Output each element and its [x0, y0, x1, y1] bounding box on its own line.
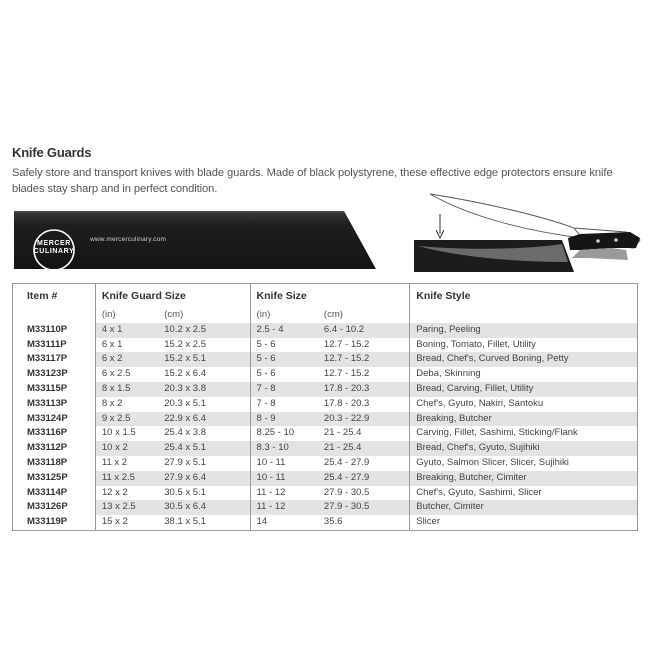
- cell-guard-in: 9 x 2.5: [95, 412, 158, 427]
- cell-knife-in: 7 - 8: [250, 397, 318, 412]
- cell-knife-cm: 27.9 - 30.5: [323, 486, 370, 498]
- cell-guard-in: 6 x 2.5: [95, 367, 158, 382]
- cell-knife-cm: 20.3 - 22.9: [318, 412, 410, 427]
- cell-guard-cm: 27.9 x 5.1: [164, 456, 206, 468]
- cell-knife-style: Boning, Tomato, Fillet, Utility: [410, 338, 638, 353]
- cell-knife-style: Deba, Skinning: [410, 367, 638, 382]
- unit-label: (in): [95, 308, 158, 323]
- cell-knife-style: Bread, Chef's, Curved Boning, Petty: [410, 352, 638, 367]
- cell-knife-style: Breaking, Butcher: [410, 412, 638, 427]
- table-row: [13, 456, 638, 471]
- cell-knife-in: 2.5 - 4: [250, 323, 318, 338]
- knife-illustration: [412, 188, 642, 281]
- cell-guard-cm: 15.2 x 5.1: [158, 352, 250, 367]
- col-header-knife-style: Knife Style: [410, 284, 638, 309]
- cell-guard-in: 6 x 2: [95, 352, 158, 367]
- units-row: [13, 308, 638, 323]
- cell-guard-in: 11 x 2.5: [95, 471, 158, 486]
- cell-guard-in: 12 x 2: [95, 486, 158, 501]
- cell-knife-style: Bread, Carving, Fillet, Utility: [410, 382, 638, 397]
- cell-knife-in: 7 - 8: [250, 382, 318, 397]
- cell-guard-cm: 30.5 x 6.4: [158, 500, 250, 515]
- cell-knife-cm: 12.7 - 15.2: [323, 368, 370, 380]
- table-row: [13, 486, 638, 501]
- col-header-knife-size: Knife Size: [250, 284, 410, 309]
- cell-knife-in: 8.25 - 10: [250, 426, 318, 441]
- cell-guard-in: 6 x 1: [95, 338, 158, 353]
- description-text: Safely store and transport knives with blade guards. Made of black polystyrene, these effective edge protectors ensure knife blades stay sharp and in perfect condition.: [12, 167, 613, 195]
- logo-line1: MERCER: [37, 240, 71, 247]
- cell-item-number: M33112P: [27, 442, 68, 454]
- cell-knife-style: Butcher, Cimiter: [410, 500, 638, 515]
- col-header-item: Item #: [27, 290, 58, 302]
- table-row: [13, 352, 638, 367]
- cell-knife-style: Gyuto, Salmon Slicer, Slicer, Sujihiki: [410, 456, 638, 471]
- cell-guard-in: 8 x 2: [95, 397, 158, 412]
- table-row: [13, 412, 638, 427]
- cell-knife-in: 14: [250, 515, 318, 530]
- cell-item-number: M33116P: [27, 427, 68, 439]
- cell-knife-style: Chef's, Gyuto, Nakiri, Santoku: [410, 397, 638, 412]
- cell-guard-in: 8 x 1.5: [95, 382, 158, 397]
- cell-knife-in: 11 - 12: [250, 500, 318, 515]
- cell-guard-cm: 20.3 x 5.1: [164, 397, 206, 409]
- cell-guard-cm: 30.5 x 5.1: [164, 486, 206, 498]
- table-row: [13, 441, 638, 456]
- cell-knife-cm: 12.7 - 15.2: [323, 338, 370, 350]
- cell-knife-cm: 12.7 - 15.2: [318, 352, 410, 367]
- cell-guard-cm: 15.2 x 6.4: [164, 368, 206, 380]
- cell-item-number: M33111P: [27, 338, 67, 350]
- cell-guard-cm: 38.1 x 5.1: [164, 516, 206, 528]
- unit-label: (cm): [323, 309, 343, 320]
- cell-item-number: M33113P: [27, 397, 68, 409]
- cell-knife-in: 10 - 11: [250, 471, 318, 486]
- cell-item-number: M33114P: [27, 486, 68, 498]
- cell-knife-style: Chef's, Gyuto, Sashimi, Slicer: [410, 486, 638, 501]
- cell-guard-cm: 10.2 x 2.5: [158, 323, 250, 338]
- cell-item-number: M33118P: [27, 456, 68, 468]
- cell-item-number: M33115P: [27, 382, 68, 394]
- table-row: [13, 515, 638, 530]
- cell-knife-cm: 21 - 25.4: [318, 441, 410, 456]
- cell-guard-cm: 25.4 x 3.8: [164, 427, 206, 439]
- logo-line2: CULINARY: [33, 248, 75, 255]
- cell-knife-in: 10 - 11: [250, 456, 318, 471]
- unit-label: (cm): [164, 309, 184, 320]
- table-row: [13, 367, 638, 382]
- cell-knife-cm: 27.9 - 30.5: [318, 500, 410, 515]
- table-row: [13, 500, 638, 515]
- cell-knife-in: 5 - 6: [250, 352, 318, 367]
- cell-item-number: M33119P: [27, 516, 68, 528]
- knife-guard-table: [12, 283, 638, 531]
- cell-item-number: M33124P: [27, 412, 68, 424]
- unit-label: (in): [250, 308, 318, 323]
- cell-knife-in: 5 - 6: [250, 367, 318, 382]
- website-url: www.mercerculinary.com: [90, 236, 167, 243]
- cell-guard-in: 15 x 2: [95, 515, 158, 530]
- table-row: [13, 471, 638, 486]
- cell-knife-cm: 6.4 - 10.2: [318, 323, 410, 338]
- col-header-guard-size: Knife Guard Size: [95, 284, 250, 309]
- cell-knife-cm: 21 - 25.4: [323, 427, 362, 439]
- cell-item-number: M33110P: [27, 323, 68, 335]
- cell-knife-style: Slicer: [410, 515, 638, 530]
- table-row: [13, 323, 638, 338]
- cell-item-number: M33125P: [27, 471, 68, 483]
- cell-knife-cm: 25.4 - 27.9: [323, 456, 370, 468]
- cell-guard-cm: 15.2 x 2.5: [164, 338, 206, 350]
- page-title: Knife Guards: [12, 145, 92, 160]
- cell-knife-cm: 17.8 - 20.3: [323, 397, 370, 409]
- cell-knife-style: Breaking, Butcher, Cimiter: [410, 471, 638, 486]
- table-row: [13, 338, 638, 353]
- cell-knife-in: 8.3 - 10: [250, 441, 318, 456]
- cell-guard-cm: 25.4 x 5.1: [158, 441, 250, 456]
- cell-guard-cm: 20.3 x 3.8: [158, 382, 250, 397]
- cell-guard-in: 13 x 2.5: [95, 500, 158, 515]
- table-header-row: [13, 284, 638, 309]
- table-row: [13, 382, 638, 397]
- cell-knife-style: Paring, Peeling: [410, 323, 638, 338]
- cell-guard-in: 10 x 2: [95, 441, 158, 456]
- cell-knife-style: Carving, Fillet, Sashimi, Sticking/Flank: [410, 426, 638, 441]
- cell-knife-in: 11 - 12: [250, 486, 318, 501]
- table-row: [13, 426, 638, 441]
- cell-guard-cm: 22.9 x 6.4: [158, 412, 250, 427]
- cell-item-number: M33126P: [27, 501, 68, 513]
- cell-guard-cm: 27.9 x 6.4: [158, 471, 250, 486]
- cell-guard-in: 11 x 2: [95, 456, 158, 471]
- cell-knife-cm: 25.4 - 27.9: [318, 471, 410, 486]
- cell-guard-in: 10 x 1.5: [95, 426, 158, 441]
- table-row: [13, 397, 638, 412]
- cell-knife-cm: 35.6: [323, 516, 343, 528]
- cell-knife-cm: 17.8 - 20.3: [318, 382, 410, 397]
- cell-item-number: M33117P: [27, 353, 68, 365]
- cell-knife-in: 5 - 6: [250, 338, 318, 353]
- cell-knife-style: Bread, Chef's, Gyuto, Sujihiki: [410, 441, 638, 456]
- mercer-culinary-logo: [30, 226, 78, 274]
- cell-knife-in: 8 - 9: [250, 412, 318, 427]
- cell-guard-in: 4 x 1: [95, 323, 158, 338]
- cell-item-number: M33123P: [27, 368, 68, 380]
